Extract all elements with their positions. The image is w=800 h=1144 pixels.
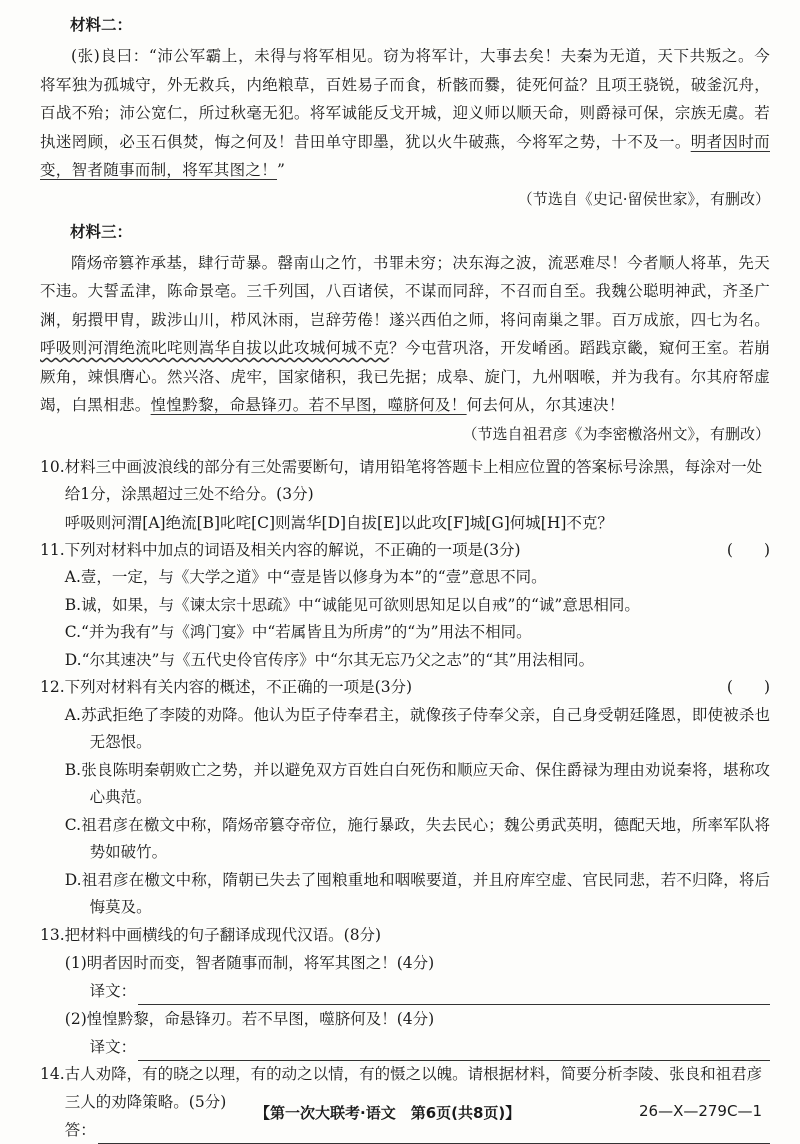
question-12-answer-paren: ( ) bbox=[726, 678, 770, 696]
question-14-stem: 14.古人劝降，有的晓之以理，有的动之以情，有的慑之以魄。请根据材料，简要分析李陵、张良和祖君彦三人的劝降策略。(5分) bbox=[40, 1065, 763, 1111]
answer-line[interactable] bbox=[138, 982, 770, 1005]
question-13 bbox=[40, 922, 770, 950]
material-2-source: （节选自《史记·留侯世家》，有删改） bbox=[517, 189, 770, 208]
answer-label: 译文： bbox=[89, 982, 137, 1000]
question-12-option-d: D.祖君彦在檄文中称，隋朝已失去了囤粮重地和咽喉要道，并且府库空虚、官民同悲，若不归降，将后悔莫及。 bbox=[64, 870, 770, 916]
material-3-wavy-sentence: 呼吸则河渭绝流叱咤则嵩华自拔以此攻城何城不克 bbox=[40, 339, 390, 357]
question-12-option-c: C.祖君彦在檄文中称，隋炀帝篡夺帝位，施行暴政，失去民心；魏公勇武英明，德配天地，所率军队将势如破竹。 bbox=[64, 815, 770, 861]
answer-label: 译文： bbox=[89, 1038, 137, 1056]
question-11-option-a: A.壹，一定，与《大学之道》中“壹是皆以修身为本”的“壹”意思不同。 bbox=[64, 568, 547, 586]
question-13-part-2-answer[interactable] bbox=[40, 1033, 770, 1061]
question-13-part-1: (1)明者因时而变，智者随事而制，将军其图之！(4分) bbox=[64, 954, 435, 972]
question-11-option-b: B.诚，如果，与《谏太宗十思疏》中“诚能见可欲则思知足以自戒”的“诚”意思相同。 bbox=[64, 595, 640, 614]
question-10-segmentation-line: 呼吸则河渭[A]绝流[B]叱咤[C]则嵩华[D]自拔[E]以此攻[F]城[G]何城[H]不克？ bbox=[64, 513, 613, 532]
material-3-body-b: ？今屯营巩洛，开发崤函。蹈践京畿，窥何王室。若崩厥角，竦惧膺心。然兴洛、虎牢，国家储积，我已先据；成皋、旋门，九州咽喉，并为我有。尔其府帑虚竭，白黑相悲。 bbox=[40, 339, 771, 414]
question-13-part-1-answer[interactable] bbox=[40, 977, 770, 1005]
question-12-stem: 12.下列对材料有关内容的概述，不正确的一项是(3分) bbox=[40, 678, 413, 696]
material-2-heading: 材料二： bbox=[70, 16, 133, 34]
answer-line[interactable] bbox=[138, 1038, 770, 1061]
question-10 bbox=[40, 454, 770, 509]
page-footer bbox=[0, 1098, 800, 1128]
answer-label: 答： bbox=[64, 1121, 96, 1139]
question-11-option-d: D.“尔其速决”与《五代史伶官传序》中“尔其无忘乃父之志”的“其”用法相同。 bbox=[64, 650, 595, 669]
material-2-close-quote: ” bbox=[277, 161, 286, 179]
material-3-heading: 材料三： bbox=[70, 222, 133, 241]
question-12-option-a: A.苏武拒绝了李陵的劝降。他认为臣子侍奉君主，就像孩子侍奉父亲，自己身受朝廷隆恩，即使被杀也无怨恨。 bbox=[64, 705, 770, 751]
footer-paper-code: 26—X—279C—1 bbox=[638, 1102, 762, 1120]
question-11 bbox=[40, 537, 770, 565]
question-11-answer-paren: ( ) bbox=[726, 540, 770, 559]
material-3-body-c: 何去何从，尔其速决！ bbox=[466, 396, 625, 414]
footer-exam-title: 【第一次大联考·语文 第6页(共8页)】 bbox=[255, 1104, 521, 1122]
material-2-body: (张)良曰：“沛公军霸上，未得与将军相见。窃为将军计，大事去矣！夫秦为无道，天下共叛之。今将军独为孤城守，外无救兵，内绝粮草，百姓易子而食，析骸而爨，徒死何益？且项王骁锐，破釜沉舟，百战不殆；沛公宽仁，所过秋毫无犯。将军诚能反戈开城，迎义师以顺天命，则爵禄可保，宗族无虞。若执迷罔顾，必玉石俱焚，悔之何及！昔田单守即墨，犹以火牛破燕，今将军之势，十不及一。 bbox=[40, 47, 770, 151]
question-12 bbox=[40, 674, 770, 702]
question-13-stem: 13.把材料中画横线的句子翻译成现代汉语。(8分) bbox=[40, 925, 382, 944]
material-3-body-a: 隋炀帝篡祚承基，肆行苛暴。罄南山之竹，书罪未穷；决东海之波，流恶难尽！今者顺人将革，先天不违。大誓孟津，陈命景亳。三千列国，八百诸侯，不谋而同辞，不召而自至。我魏公聪明神武，齐圣广渊，躬擐甲胄，跋涉山川，栉风沐雨，岂辞劳倦！遂兴西伯之师，将问南巢之罪。百万成旅，四七为名。 bbox=[40, 253, 770, 329]
material-3-source: （节选自祖君彦《为李密檄洛州文》，有删改） bbox=[462, 424, 770, 443]
question-13-part-2: (2)惶惶黔黎，命悬锋刃。若不早图，噬脐何及！(4分) bbox=[64, 1010, 435, 1028]
question-10-stem: 10.材料三中画波浪线的部分有三处需要断句，请用铅笔将答题卡上相应位置的答案标号涂黑，每涂对一处给1分，涂黑超过三处不给分。(3分) bbox=[40, 457, 763, 503]
question-11-option-c: C.“并为我有”与《鸿门宴》中“若属皆且为所虏”的“为”用法不相同。 bbox=[64, 623, 532, 641]
material-3-text bbox=[40, 249, 770, 420]
material-2-underlined-sentence: 明者因时而变，智者随事而制，将军其图之！ bbox=[40, 132, 770, 179]
question-11-stem: 11.下列对材料中加点的词语及相关内容的解说，不正确的一项是(3分) bbox=[40, 540, 521, 559]
question-12-option-b: B.张良陈明秦朝败亡之势，并以避免双方百姓白白死伤和顺应天命、保住爵禄为理由劝说秦将，堪称攻心典范。 bbox=[64, 760, 770, 806]
material-2-text bbox=[40, 42, 770, 185]
material-3-underlined-sentence: 惶惶黔黎，命悬锋刃。若不早图，噬脐何及！ bbox=[150, 396, 467, 414]
